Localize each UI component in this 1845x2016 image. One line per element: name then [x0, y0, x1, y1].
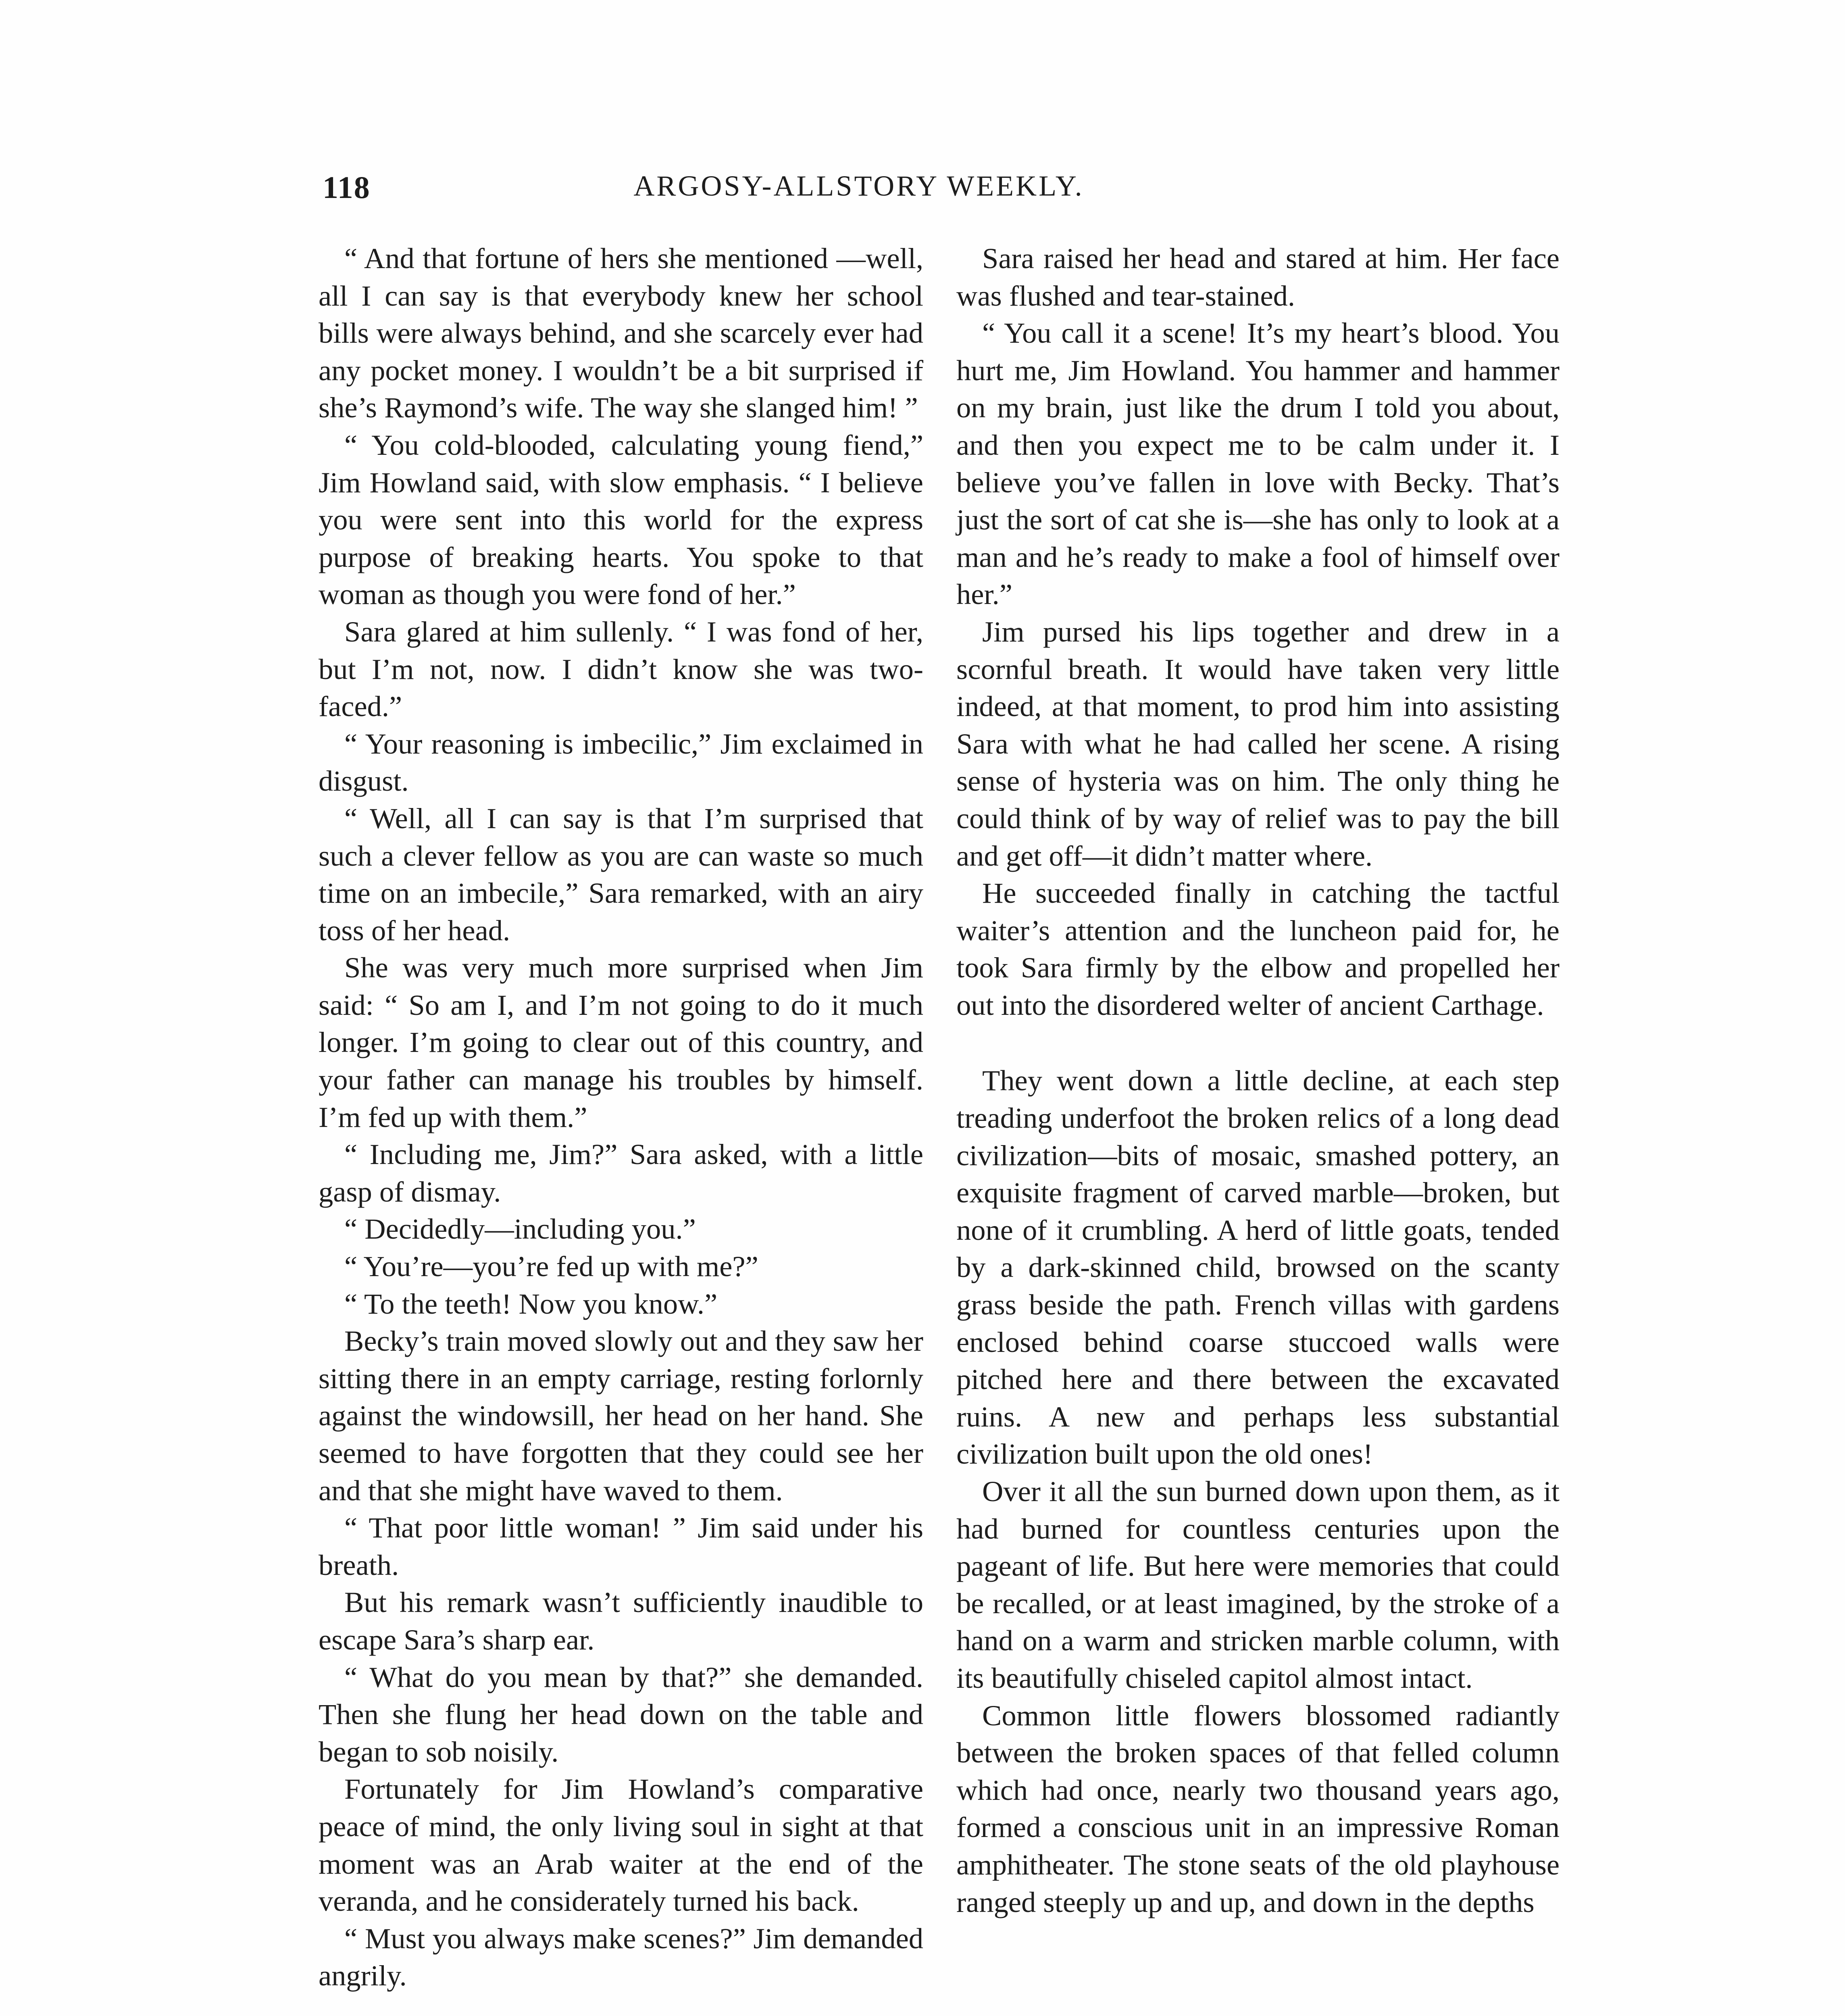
paragraph: “ Your reasoning is imbecilic,” Jim exclaimed in disgust.: [319, 727, 923, 798]
paragraph: But his remark wasn’t sufficiently inaudible to escape Sara’s sharp ear.: [319, 1586, 923, 1656]
running-title: ARGOSY-ALLSTORY WEEKLY.: [633, 170, 1084, 202]
paragraph: Becky’s train moved slowly out and they saw her sitting there in an empty carriage, resting forlornly against the windowsill, her head on her hand. She seemed to have forgotten that they could see her and that she might have waved to them.: [319, 1325, 923, 1507]
paragraph: “ To the teeth! Now you know.”: [344, 1287, 718, 1320]
paragraph: “ What do you mean by that?” she demanded. Then she flung her head down on the table and began to sob noisily.: [319, 1660, 923, 1768]
paragraph: He succeeded finally in catching the tactful waiter’s attention and the luncheon paid for, he took Sara firmly by the elbow and propelled her out into the disordered welter of ancient Carthage.: [956, 877, 1560, 1021]
paragraph: Common little flowers blossomed radiantly between the broken spaces of that felled column which had once, nearly two thousand years ago, formed a conscious unit in an impressive Roman amphitheater. The stone seats of the old playhouse ranged steeply up and up, and down in the depths: [956, 1699, 1560, 1918]
paragraph: “ Decidedly—including you.”: [344, 1212, 696, 1245]
page-number: 118: [323, 170, 371, 205]
section-break: [956, 1024, 1560, 1062]
paragraph: “ Must you always make scenes?” Jim demanded angrily.: [319, 1922, 923, 1992]
paragraph: “ You call it a scene! It’s my heart’s blood. You hurt me, Jim Howland. You hammer and hammer on my brain, just like the drum I told you about, and then you expect me to be calm under it. I believe you’ve fallen in love with Becky. That’s just the sort of cat she is—she has only to look at a man and he’s ready to make a fool of himself over her.”: [956, 317, 1560, 611]
paragraph: She was very much more surprised when Jim said: “ So am I, and I’m not going to do it much longer. I’m going to clear out of this country, and your father can manage his troubles by himself. I’m fed up with them.”: [319, 951, 923, 1133]
paragraph: Sara raised her head and stared at him. Her face was flushed and tear-stained.: [956, 242, 1560, 312]
paragraph: Jim pursed his lips together and drew in a scornful breath. It would have taken very little indeed, at that moment, to prod him into assisting Sara with what he had called her scene. A rising sense of hysteria was on him. The only thing he could think of by way of relief was to pay the bill and get off—it didn’t matter where.: [956, 615, 1560, 872]
paragraph: They went down a little decline, at each step treading underfoot the broken relics of a long dead civilization—bits of mosaic, smashed pottery, an exquisite fragment of carved marble—broken, but none of it crumbling. A herd of little goats, tended by a dark-skinned child, browsed on the scanty grass beside the path. French villas with gardens enclosed behind coarse stuccoed walls were pitched here and there between the excavated ruins. A new and perhaps less substantial civilization built upon the old ones!: [956, 1064, 1560, 1470]
paragraph: “ You’re—you’re fed up with me?”: [344, 1250, 758, 1283]
paragraph: “ That poor little woman! ” Jim said under his breath.: [319, 1511, 923, 1581]
left-column: [319, 240, 923, 1995]
page-header: [323, 169, 1226, 218]
paragraph: “ You cold-blooded, calculating young fiend,” Jim Howland said, with slow emphasis. “ I believe you were sent into this world for the express purpose of breaking hearts. You spoke to that woman as though you were fond of her.”: [319, 428, 923, 611]
paragraph: “ Well, all I can say is that I’m surprised that such a clever fellow as you are can waste so much time on an imbecile,” Sara remarked, with an airy toss of her head.: [319, 802, 923, 947]
paragraph: “ Including me, Jim?” Sara asked, with a little gasp of dismay.: [319, 1138, 923, 1208]
paragraph: Fortunately for Jim Howland’s comparative peace of mind, the only living soul in sight at that moment was an Arab waiter at the end of the veranda, and he considerately turned his back.: [319, 1772, 923, 1918]
paragraph: Sara glared at him sullenly. “ I was fond of her, but I’m not, now. I didn’t know she was two-faced.”: [319, 615, 923, 723]
paragraph: “ And that fortune of hers she mentioned —well, all I can say is that everybody knew her school bills were always behind, and she scarcely ever had any pocket money. I wouldn’t be a bit surprised if she’s Raymond’s wife. The way she slanged him! ”: [319, 242, 923, 424]
right-column: [956, 240, 1560, 1921]
paragraph: Over it all the sun burned down upon them, as it had burned for countless centuries upon the pageant of life. But here were memories that could be recalled, or at least imagined, by the stroke of a hand on a warm and stricken marble column, with its beautifully chiseled capitol almost intact.: [956, 1475, 1560, 1694]
